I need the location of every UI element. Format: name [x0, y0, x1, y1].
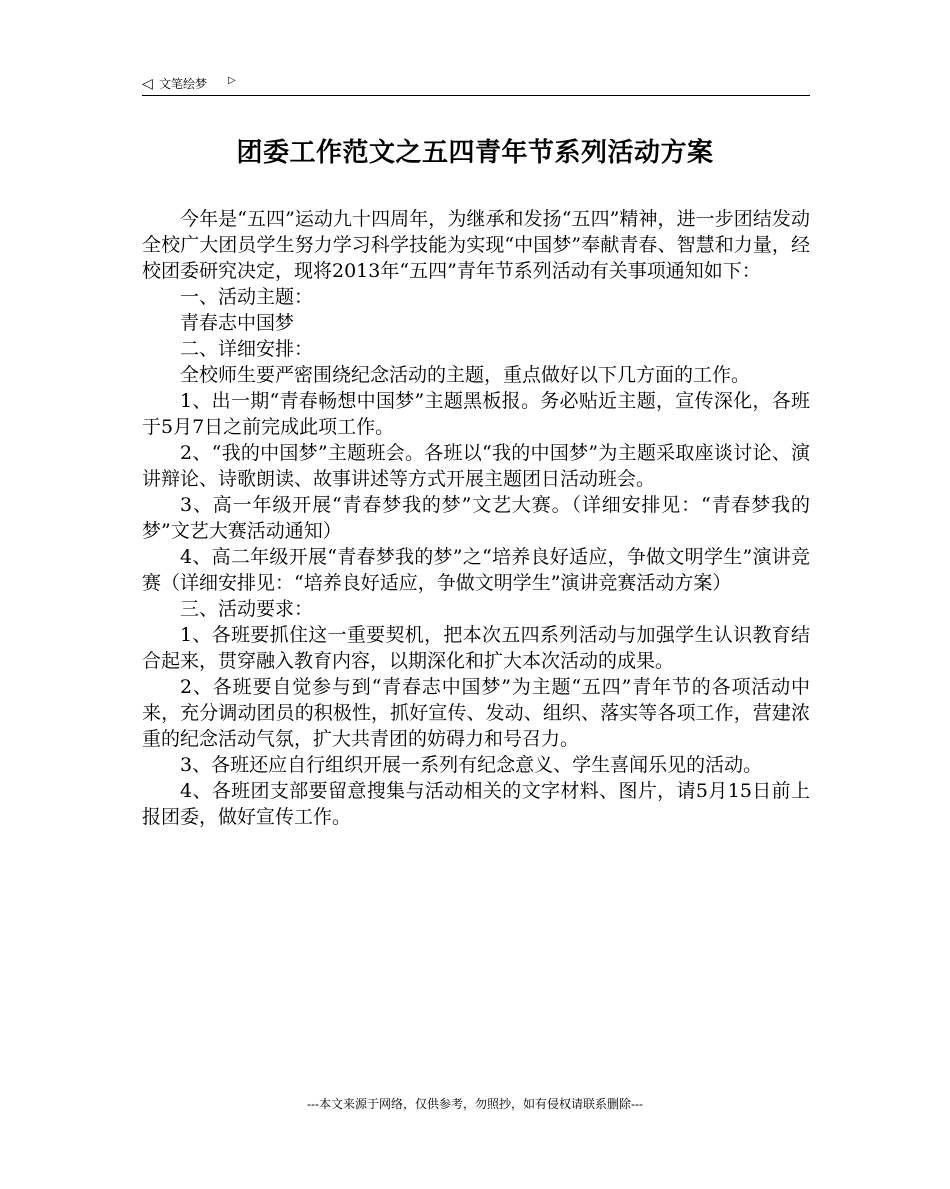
requirement-item-2: 2、各班要自觉参与到“青春志中国梦”为主题“五四”青年节的各项活动中来，充分调动团员的积极性，抓好宣传、发动、组织、落实等各项工作，营建浓重的纪念活动气氛，扩大共青团的妨碍力和号召力。 [142, 676, 810, 750]
document-title: 团委工作范文之五四青年节系列活动方案 [236, 138, 714, 168]
arrangement-item-1: 1、出一期“青春畅想中国梦”主题黑板报。务必贴近主题，宣传深化，各班于5月7日之前完成此项工作。 [142, 390, 810, 438]
page-footer: ---本文来源于网络，仅供参考，勿照抄，如有侵权请联系删除--- [307, 1097, 643, 1111]
paragraph-arrangement-intro: 全校师生要严密围绕纪念活动的主题，重点做好以下几方面的工作。 [180, 364, 751, 386]
arrangement-item-2: 2、“我的中国梦”主题班会。各班以“我的中国梦”为主题采取座谈讨论、演讲辩论、诗歌朗读、故事讲述等方式开展主题团日活动班会。 [142, 442, 810, 490]
section-heading-requirements: 三、活动要求： [180, 598, 314, 620]
arrangement-item-3: 3、高一年级开展“青春梦我的梦”文艺大赛。（详细安排见：“青春梦我的梦”文艺大赛活动通知） [142, 494, 810, 542]
paragraph-intro: 今年是“五四”运动九十四周年，为继承和发扬“五四”精神，进一步团结发动全校广大团员学生努力学习科学技能为实现“中国梦”奉献青春、智慧和力量，经校团委研究决定，现将2013年“五四”青年节系列活动有关事项通知如下： [142, 208, 810, 282]
header-brand: 文笔绘梦 [159, 77, 208, 91]
page-header [142, 73, 810, 96]
requirement-item-1: 1、各班要抓住这一重要契机，把本次五四系列活动与加强学生认识教育结合起来，贯穿融入教育内容，以期深化和扩大本次活动的成果。 [142, 624, 810, 672]
section-heading-theme: 一、活动主题： [180, 286, 314, 308]
arrangement-item-4: 4、高二年级开展“青春梦我的梦”之“培养良好适应，争做文明学生”演讲竞赛（详细安排见：“培养良好适应，争做文明学生”演讲竞赛活动方案） [142, 546, 810, 594]
triangle-left-icon: ◁ [142, 75, 153, 91]
requirement-item-4: 4、各班团支部要留意搜集与活动相关的文字材料、图片，请5月15日前上报团委，做好宣传工作。 [142, 780, 810, 828]
section-heading-arrangement: 二、详细安排： [180, 338, 314, 360]
paragraph-theme: 青春志中国梦 [180, 312, 295, 334]
triangle-right-icon: ▷ [228, 75, 236, 86]
requirement-item-3: 3、各班还应自行组织开展一系列有纪念意义、学生喜闻乐见的活动。 [180, 754, 763, 776]
document-body [142, 206, 810, 830]
